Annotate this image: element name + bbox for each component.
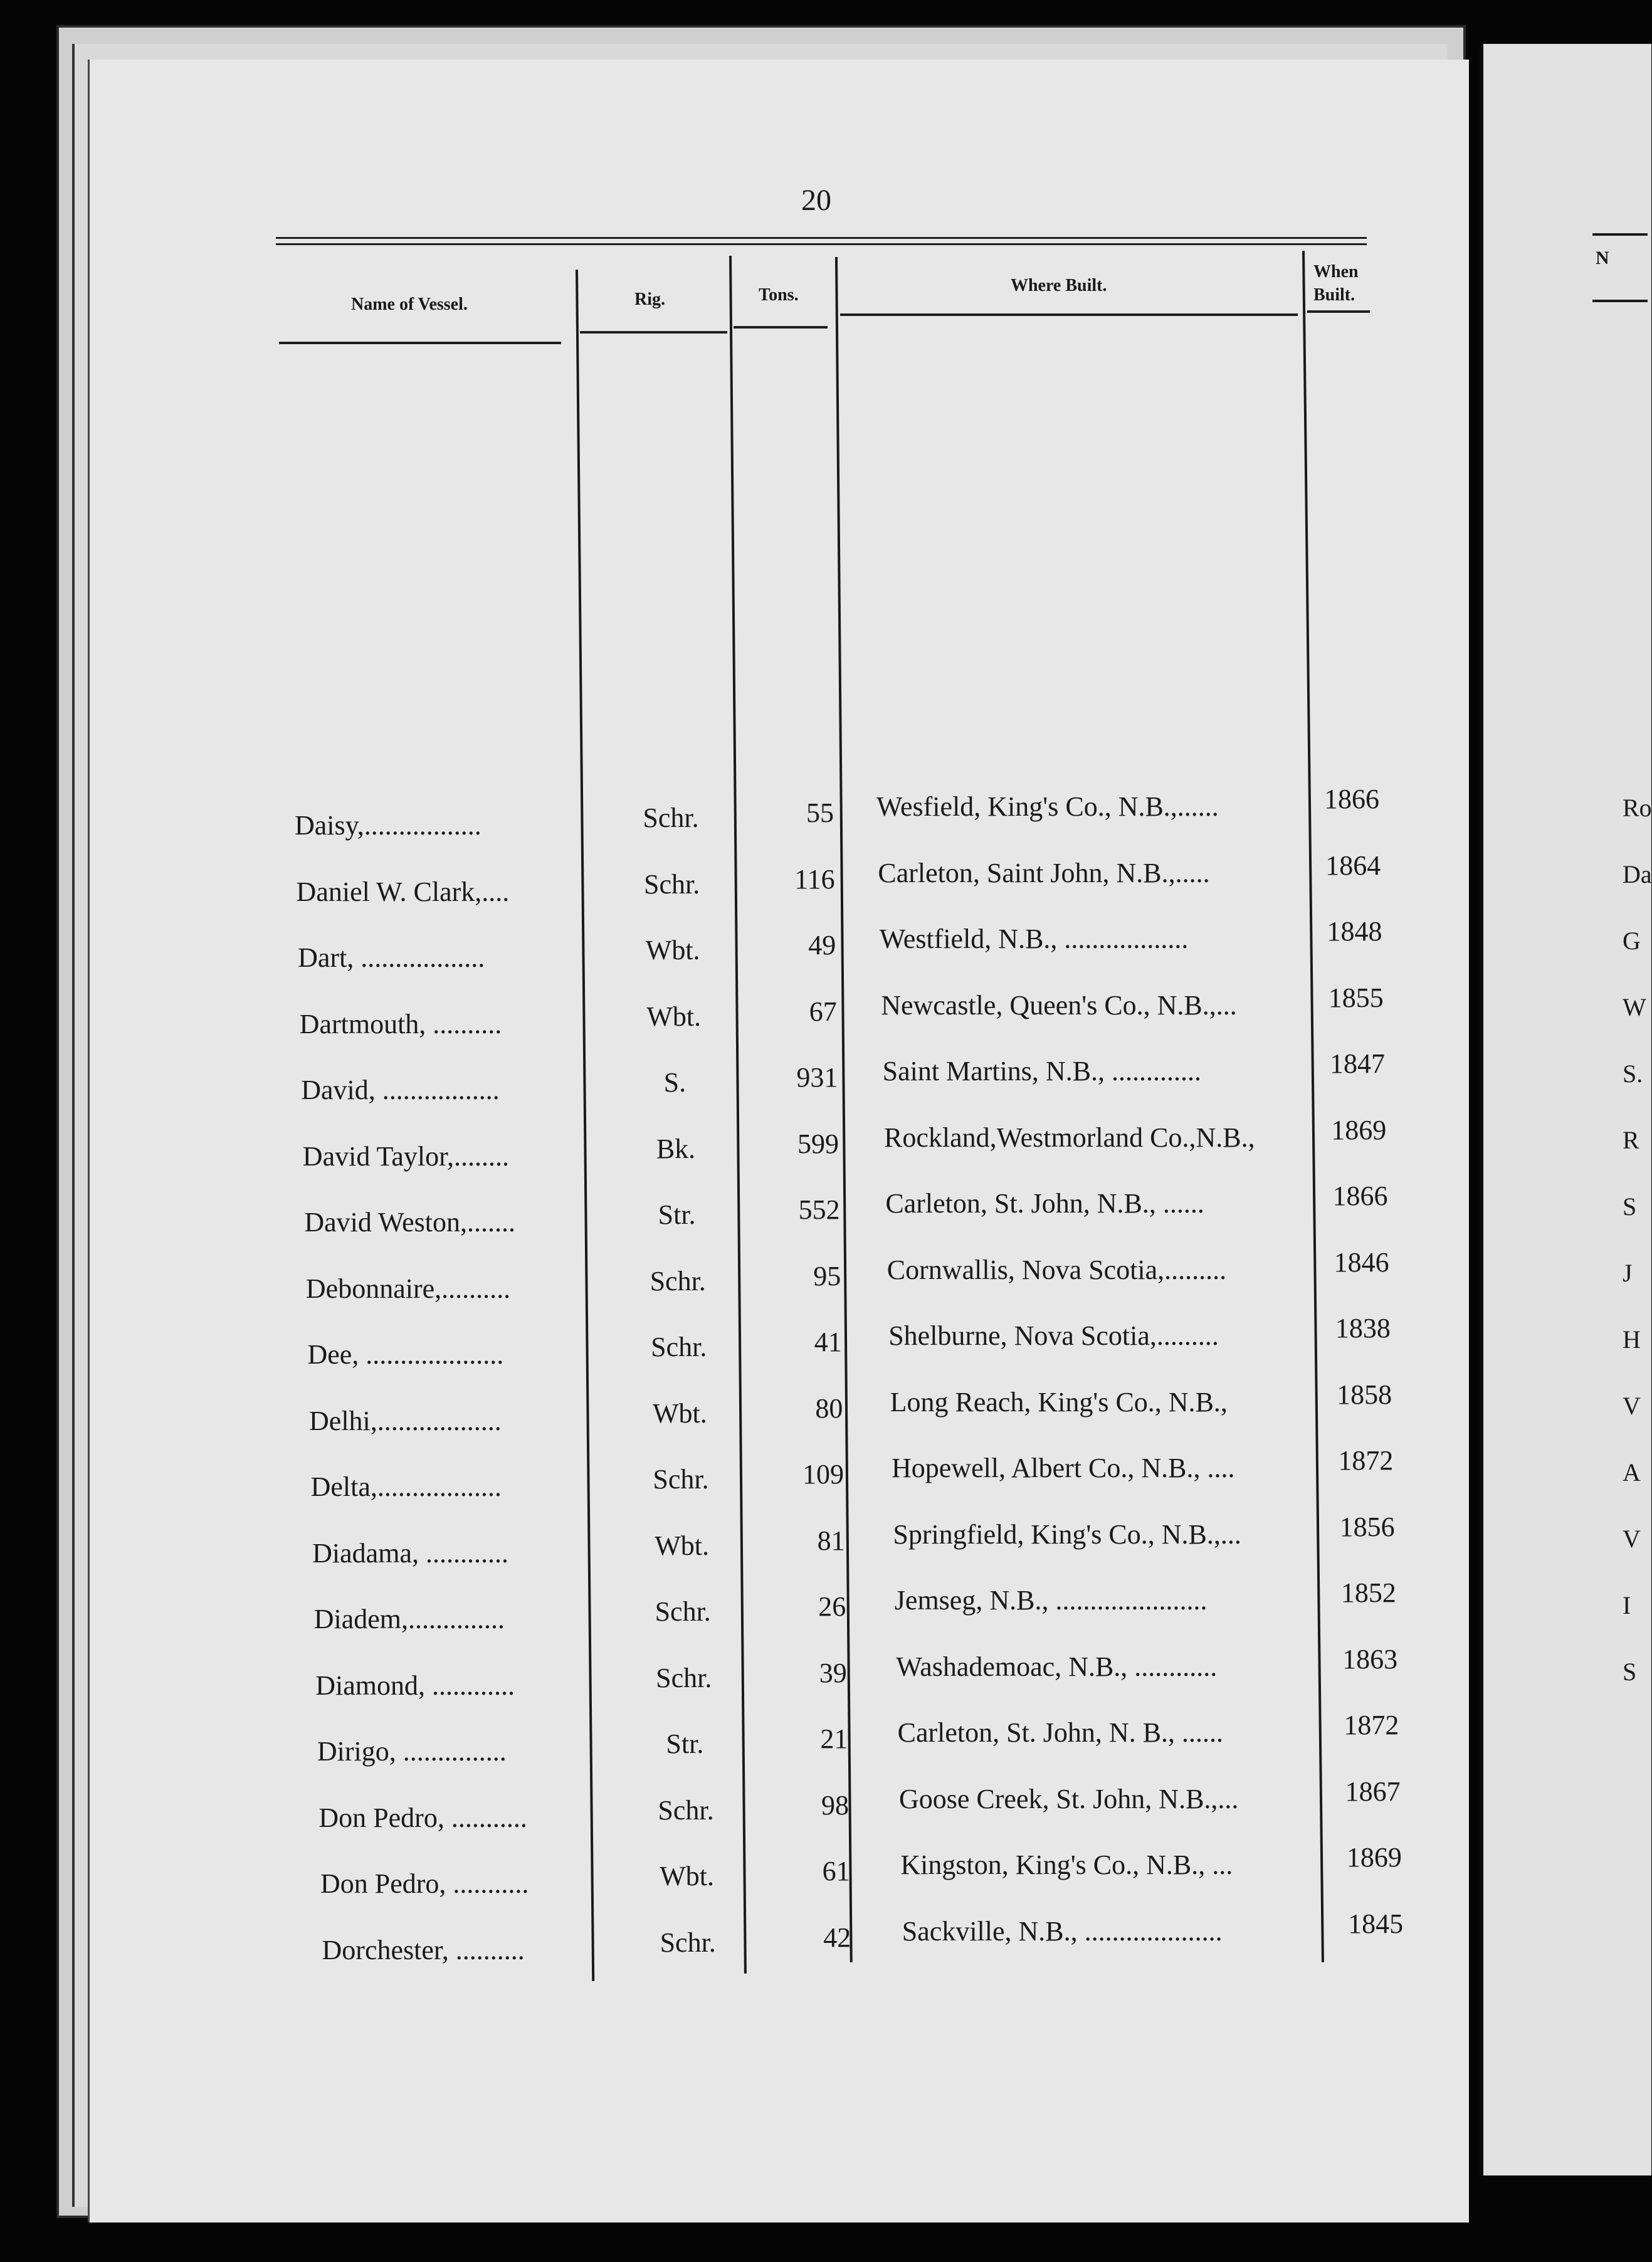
vessel-when-built: 1866 (1324, 784, 1379, 814)
adjacent-page-row-initial: S (1623, 1658, 1637, 1686)
column-header-name: Name of Vessel. (351, 295, 468, 314)
vessel-name: David Weston,....... (304, 1207, 515, 1238)
vessel-tons: 81 (817, 1525, 845, 1556)
header-bottom-rule (1307, 310, 1370, 313)
vessel-name: Dart, .................. (298, 942, 485, 973)
vessel-tons: 552 (798, 1194, 840, 1225)
vessel-when-built: 1848 (1327, 916, 1382, 947)
vessel-where-built: Goose Creek, St. John, N.B.,... (899, 1783, 1239, 1814)
vessel-where-built: Rockland,Westmorland Co.,N.B., (884, 1122, 1255, 1153)
vessel-when-built: 1872 (1338, 1445, 1394, 1476)
header-top-rule (276, 243, 1367, 245)
vessel-where-built: Jemseg, N.B., ...................... (894, 1585, 1207, 1616)
vessel-when-built: 1872 (1344, 1710, 1399, 1740)
header-top-rule (276, 237, 1367, 239)
adjacent-page-row-initial: W (1623, 993, 1646, 1021)
adjacent-page-row-initial: J (1623, 1259, 1633, 1287)
vessel-tons: 116 (794, 863, 835, 895)
vessel-rig: Wbt. (646, 1001, 702, 1032)
vessel-name: Diamond, ............ (315, 1670, 515, 1701)
vessel-tons: 55 (806, 797, 834, 828)
header-bottom-rule (279, 342, 561, 344)
vessel-rig: Schr. (650, 1265, 706, 1297)
vessel-when-built: 1845 (1348, 1908, 1404, 1939)
vessel-tons: 61 (822, 1856, 850, 1886)
vessel-tons: 42 (823, 1922, 851, 1953)
vessel-name: Don Pedro, ........... (320, 1868, 529, 1899)
vessel-name: David Taylor,........ (302, 1140, 509, 1172)
adjacent-page-row-initial: R (1623, 1126, 1639, 1154)
adjacent-page-row-initial: G (1623, 927, 1641, 955)
vessel-name: David, ................. (301, 1075, 500, 1105)
column-header-tons: Tons. (759, 285, 799, 305)
vessel-when-built: 1866 (1332, 1181, 1388, 1211)
vessel-rig: Schr. (656, 1662, 712, 1693)
page-number: 20 (801, 184, 831, 217)
vessel-where-built: Westfield, N.B., .................. (879, 923, 1189, 954)
header-bottom-rule (580, 331, 727, 334)
vessel-where-built: Sackville, N.B., .................... (902, 1915, 1223, 1947)
vessel-rig: Str. (666, 1728, 704, 1759)
adjacent-page-header: N (1596, 248, 1609, 268)
vessel-where-built: Carleton, St. John, N. B., ...... (897, 1717, 1224, 1748)
vessel-when-built: 1867 (1345, 1775, 1401, 1807)
vessel-tons: 67 (809, 996, 837, 1027)
vessel-tons: 39 (819, 1657, 847, 1688)
vessel-when-built: 1869 (1346, 1842, 1402, 1873)
vessel-name: Dirigo, ............... (317, 1736, 507, 1767)
vessel-tons: 95 (813, 1260, 841, 1291)
vessel-name: Delhi,.................. (309, 1405, 502, 1436)
vessel-rig: Wbt. (645, 935, 700, 965)
vessel-name: Dartmouth, .......... (299, 1008, 502, 1039)
vessel-when-built: 1864 (1325, 850, 1381, 881)
vessel-where-built: Springfield, King's Co., N.B.,... (893, 1518, 1241, 1550)
adjacent-page-rule (1592, 233, 1648, 236)
vessel-name: Diadama, ............ (312, 1537, 508, 1569)
vessel-tons: 21 (820, 1723, 848, 1754)
vessel-where-built: Saint Martins, N.B., ............. (882, 1056, 1202, 1086)
vessel-when-built: 1855 (1328, 982, 1384, 1013)
vessel-when-built: 1838 (1335, 1313, 1391, 1344)
vessel-tons: 49 (808, 930, 836, 960)
vessel-where-built: Carleton, St. John, N.B., ...... (885, 1188, 1204, 1219)
vessel-name: Daniel W. Clark,.... (296, 876, 510, 907)
vessel-rig: Wbt. (655, 1530, 709, 1561)
vessel-rig: Schr. (651, 1332, 707, 1362)
vessel-when-built: 1858 (1337, 1379, 1392, 1410)
column-header-rig: Rig. (634, 290, 665, 309)
vessel-tons: 109 (802, 1459, 844, 1490)
vessel-where-built: Wesfield, King's Co., N.B.,...... (876, 791, 1219, 822)
vessel-rig: Wbt. (660, 1861, 714, 1891)
adjacent-page-row-initial: I (1623, 1591, 1631, 1619)
vessel-rig: Wbt. (653, 1397, 707, 1429)
vessel-tons: 931 (796, 1062, 838, 1093)
vessel-tons: 26 (818, 1591, 846, 1622)
vessel-where-built: Shelburne, Nova Scotia,......... (888, 1320, 1219, 1351)
adjacent-page-rule (1592, 300, 1648, 302)
column-header-when-built-1: When (1313, 262, 1359, 281)
adjacent-page-row-initial: S (1623, 1192, 1637, 1221)
adjacent-page-row-initial: H (1623, 1325, 1641, 1354)
vessel-name: Debonnaire,.......... (305, 1273, 511, 1304)
vessel-rig: Schr. (643, 868, 700, 900)
vessel-name: Delta,.................. (310, 1471, 502, 1502)
vessel-where-built: Newcastle, Queen's Co., N.B.,... (881, 989, 1237, 1021)
header-bottom-rule (734, 326, 828, 329)
adjacent-page-row-initial: S. (1623, 1060, 1643, 1088)
vessel-name: Dee, .................... (307, 1339, 504, 1370)
vessel-rig: Schr. (653, 1464, 709, 1495)
vessel-name: Don Pedro, ........... (318, 1802, 527, 1833)
vessel-rig: Bk. (656, 1133, 696, 1164)
adjacent-page-row-initial: V (1623, 1392, 1641, 1420)
vessel-rig: Schr. (655, 1596, 711, 1627)
vessel-name: Diadem,.............. (313, 1604, 505, 1634)
vessel-tons: 41 (814, 1327, 842, 1357)
vessel-where-built: Hopewell, Albert Co., N.B., .... (892, 1453, 1235, 1483)
vessel-when-built: 1847 (1329, 1048, 1385, 1079)
vessel-where-built: Cornwallis, Nova Scotia,......... (887, 1254, 1227, 1285)
vessel-when-built: 1856 (1339, 1511, 1395, 1542)
adjacent-page-row-initial: Ro (1623, 794, 1652, 822)
column-header-when-built-2: Built. (1313, 285, 1355, 305)
adjacent-page (1480, 44, 1651, 2175)
vessel-rig: Str. (658, 1199, 696, 1230)
vessel-tons: 98 (821, 1789, 849, 1821)
adjacent-page-row-initial: Da (1623, 860, 1652, 888)
vessel-where-built: Carleton, Saint John, N.B.,..... (878, 857, 1210, 888)
adjacent-page-row-initial: V (1623, 1525, 1641, 1553)
vessel-rig: Schr. (643, 802, 699, 833)
vessel-name: Dorchester, .......... (322, 1934, 525, 1965)
vessel-tons: 599 (797, 1128, 839, 1159)
vessel-when-built: 1863 (1342, 1643, 1398, 1675)
vessel-where-built: Washademoac, N.B., ............ (896, 1651, 1218, 1682)
vessel-when-built: 1846 (1334, 1246, 1389, 1278)
vessel-when-built: 1852 (1340, 1577, 1396, 1608)
vessel-rig: Schr. (658, 1794, 714, 1826)
adjacent-page-row-initial: A (1623, 1458, 1641, 1486)
vessel-when-built: 1869 (1331, 1114, 1387, 1145)
vessel-rig: Schr. (660, 1927, 716, 1958)
column-header-where-built: Where Built. (1011, 276, 1107, 295)
vessel-where-built: Long Reach, King's Co., N.B., (890, 1386, 1228, 1418)
vessel-rig: S. (663, 1067, 687, 1098)
vessel-tons: 80 (815, 1392, 843, 1424)
vessel-name: Daisy,................. (295, 810, 481, 841)
vessel-where-built: Kingston, King's Co., N.B., ... (900, 1849, 1233, 1880)
header-bottom-rule (840, 313, 1298, 316)
